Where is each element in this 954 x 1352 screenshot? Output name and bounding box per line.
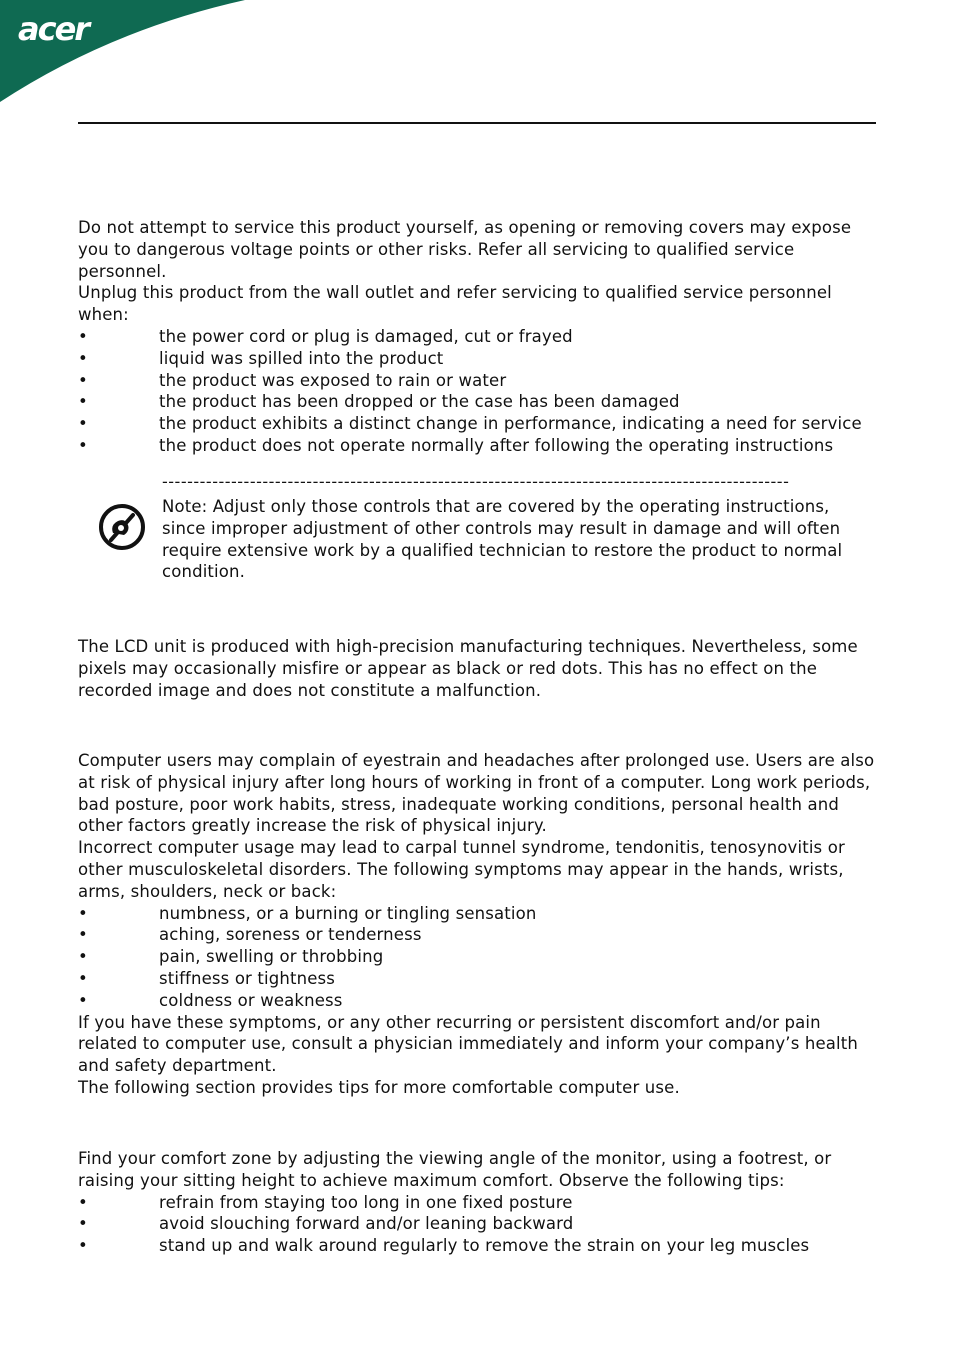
list-item: • pain, swelling or throbbing	[78, 947, 384, 967]
list-item: • the product does not operate normally after following the operating instructions	[78, 435, 834, 455]
service-bullet-list	[78, 326, 878, 457]
lcd-section	[78, 636, 878, 701]
service-paragraph-1: Do not attempt to service this product yourself, as opening or removing covers may expose you to dangerous voltage points or other risks. Refer all servicing to qualified service personnel.	[78, 218, 852, 281]
service-paragraph-2: Unplug this product from the wall outlet and refer servicing to qualified service personnel when:	[78, 283, 832, 325]
note-text: Note: Adjust only those controls that are covered by the operating instructions, since improper adjustment of other controls may result in damage and will often require extensive work by a qualified technician to restore the product to normal condition.	[162, 497, 843, 582]
list-item: • coldness or weakness	[78, 990, 343, 1010]
list-item: • liquid was spilled into the product	[78, 348, 444, 368]
list-item: • stand up and walk around regularly to remove the strain on your leg muscles	[78, 1236, 810, 1256]
list-item: • stiffness or tightness	[78, 968, 335, 988]
list-item: • avoid slouching forward and/or leaning backward	[78, 1214, 574, 1234]
list-item: • numbness, or a burning or tingling sensation	[78, 903, 537, 923]
service-section	[78, 217, 878, 457]
list-item: • the product was exposed to rain or water	[78, 370, 507, 390]
health-paragraph-4: The following section provides tips for more comfortable computer use.	[78, 1077, 680, 1097]
header-rule	[78, 122, 876, 124]
list-item: • the product exhibits a distinct change in performance, indicating a need for service	[78, 414, 862, 434]
health-paragraph-3: If you have these symptoms, or any other recurring or persistent discomfort and/or pain related to computer use, consult a physician immediately and inform your company’s health and safety department.	[78, 1012, 858, 1076]
comfort-paragraph: Find your comfort zone by adjusting the viewing angle of the monitor, using a footrest, or raising your sitting height to achieve maximum comfort. Observe the following tips:	[78, 1149, 832, 1190]
comfort-section	[78, 1148, 878, 1257]
health-paragraph-1: Computer users may complain of eyestrain and headaches after prolonged use. Users are also at risk of physical injury after long hours of working in front of a computer. Long work periods, bad posture, poor work habits, stress, inadequate working conditions, personal health and other factors greatly increase the risk of physical injury.	[78, 751, 875, 836]
symptom-bullet-list	[78, 903, 878, 1012]
note-pen-icon	[98, 503, 146, 551]
comfort-bullet-list	[78, 1192, 878, 1257]
note-separator: ----------------------------------------------------------------------------------------------------	[162, 472, 790, 491]
list-item: • aching, soreness or tenderness	[78, 925, 422, 945]
health-paragraph-2: Incorrect computer usage may lead to carpal tunnel syndrome, tendonitis, tenosynovitis or other musculoskeletal disorders. The following symptoms may appear in the hands, wrists, arms, shoulders, neck or back:	[78, 838, 845, 901]
acer-logo: acer	[18, 10, 89, 48]
list-item: • the power cord or plug is damaged, cut or frayed	[78, 326, 573, 346]
lcd-paragraph: The LCD unit is produced with high-precision manufacturing techniques. Nevertheless, some pixels may occasionally misfire or appear as black or red dots. This has no effect on the recorded image and does not constitute a malfunction.	[78, 637, 858, 700]
health-section	[78, 750, 878, 1099]
list-item: • the product has been dropped or the case has been damaged	[78, 392, 680, 412]
list-item: • refrain from staying too long in one fixed posture	[78, 1192, 573, 1212]
